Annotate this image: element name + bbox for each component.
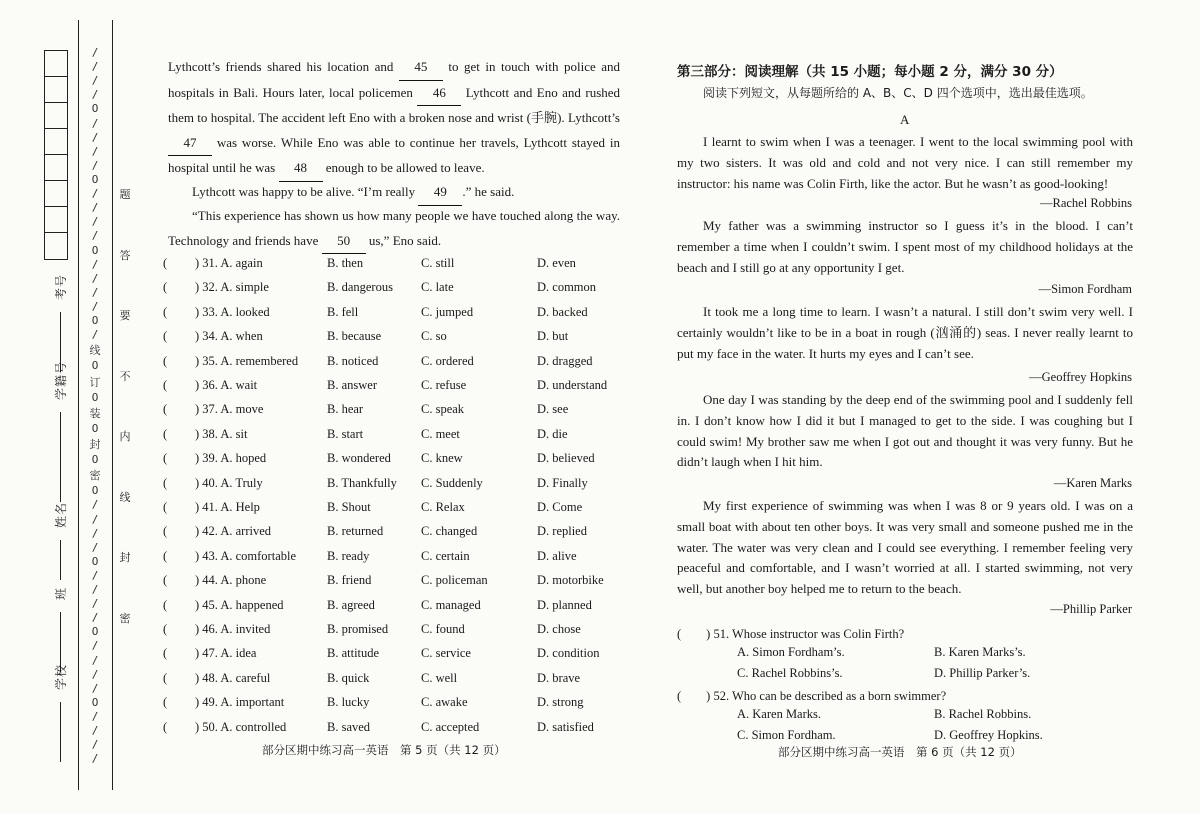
question-52 bbox=[677, 686, 946, 704]
option-a: ) 49. A. important bbox=[195, 695, 285, 710]
option-a: ) 33. A. looked bbox=[195, 304, 270, 319]
entry-text: My first experience of swimming was when I was 8 or 9 years old. I was on a small boat with about ten other boys. It was very small and someone pushed me in the water. The water was very clean and I could see everything. I remember feeling very peaceful and comfortable, and I wasn’t worried at all. I started swimming, not very well, but another boy helped me to return to the beach. bbox=[677, 498, 1133, 597]
label-name: 姓名 bbox=[54, 501, 68, 528]
cloze-question-row bbox=[163, 256, 623, 278]
answer-paren[interactable]: ( bbox=[163, 524, 168, 539]
option-c: C. accepted bbox=[421, 719, 480, 734]
option-d: D. backed bbox=[537, 304, 588, 319]
option-b: B. quick bbox=[327, 670, 370, 685]
option-a: ) 41. A. Help bbox=[195, 500, 260, 514]
entry-text: It took me a long time to learn. I wasn’t a natural. I still don’t swim very well. I certainly wouldn’t like to be in a boat in rough (汹涌的) seas. I never really learnt to put my face in the water. It hurts my eyes and I can’t see. bbox=[677, 304, 1133, 361]
cloze-question-row bbox=[163, 500, 623, 522]
entry-text: One day I was standing by the deep end of the swimming pool and I suddenly fell in. I don’t know how I did it but I managed to get to the side. I was coughing but I could swim! My brother saw me when I got out and thought it was very funny. But he didn’t laugh when I hit him. bbox=[677, 392, 1133, 470]
question-stem: ) 52. Who can be described as a born swimmer? bbox=[706, 689, 947, 703]
option-d: D. die bbox=[537, 426, 568, 441]
option-b: B. dangerous bbox=[327, 280, 393, 295]
option-b: B. then bbox=[327, 256, 364, 270]
option-b: B. hear bbox=[327, 402, 364, 417]
option-a: ) 37. A. move bbox=[195, 402, 264, 417]
option-b: B. because bbox=[327, 329, 382, 344]
text: enough to be allowed to leave. bbox=[325, 160, 485, 176]
option-b: B. Shout bbox=[327, 500, 371, 514]
label-class: 班 bbox=[54, 586, 68, 600]
option-c: C. Simon Fordham. bbox=[737, 728, 836, 742]
entry-author: —Simon Fordham bbox=[1038, 282, 1132, 296]
answer-paren[interactable]: ( bbox=[163, 353, 168, 368]
option-c: C. meet bbox=[421, 426, 460, 441]
cloze-question-row bbox=[163, 720, 623, 742]
answer-paren[interactable]: ( bbox=[163, 548, 168, 563]
option-a: ) 45. A. happened bbox=[195, 597, 284, 612]
option-a: ) 39. A. hoped bbox=[195, 451, 267, 466]
cloze-question-row bbox=[163, 695, 623, 717]
instruction: 阅读下列短文，从每题所给的 A、B、C、D 四个选项中，选出最佳选项。 bbox=[703, 86, 1093, 100]
option-b: B. agreed bbox=[327, 597, 375, 612]
option-c: C. speak bbox=[421, 402, 465, 417]
seal-word: 不 bbox=[119, 370, 131, 383]
cloze-question-row bbox=[163, 329, 623, 351]
cloze-question-row bbox=[163, 451, 623, 473]
option-c: C. jumped bbox=[421, 304, 474, 319]
blank-45: 45 bbox=[399, 55, 443, 81]
text: to get in touch with police and hospitals in Bali. Hours later, local policemen bbox=[168, 59, 621, 100]
entry-text: My father was a swimming instructor so I guess it’s in the blood. I can’t remember a time when I couldn’t swim. I spent most of my childhood holidays at the beach and I still go at any opportunity I get. bbox=[677, 218, 1133, 275]
option-c: C. well bbox=[421, 670, 458, 685]
section-title: 第三部分：阅读理解（共 15 小题；每小题 2 分，满分 30 分） bbox=[677, 64, 1063, 80]
cloze-paragraph-3 bbox=[168, 204, 620, 254]
option-b: B. promised bbox=[327, 622, 389, 636]
option-b: B. fell bbox=[327, 304, 359, 319]
cloze-paragraph-1 bbox=[168, 55, 620, 182]
seal-word: 要 bbox=[119, 310, 131, 323]
option-c: C. late bbox=[421, 280, 454, 295]
option-d: D. Finally bbox=[537, 475, 588, 490]
seal-slash-column: / / / / O / / / / O / / / / O / / / / O / 线 O 订 O 装 O 封 O 密 O / / / / O / / / / O / / / / O / / / / bbox=[89, 46, 101, 766]
answer-paren[interactable]: ( bbox=[677, 689, 707, 703]
option-c: C. awake bbox=[421, 695, 468, 710]
option-b: B. noticed bbox=[327, 353, 379, 368]
answer-paren[interactable]: ( bbox=[163, 475, 168, 490]
option-c: C. knew bbox=[421, 451, 463, 466]
option-d: D. understand bbox=[537, 378, 608, 392]
option-a: ) 40. A. Truly bbox=[195, 475, 263, 490]
seal-word: 答 bbox=[119, 249, 131, 262]
cloze-question-row bbox=[163, 354, 623, 376]
option-d: D. alive bbox=[537, 548, 577, 563]
option-c: C. managed bbox=[421, 597, 481, 612]
option-a: ) 35. A. remembered bbox=[195, 353, 299, 368]
binding-line bbox=[112, 20, 113, 790]
answer-paren[interactable]: ( bbox=[163, 622, 168, 636]
cloze-question-row bbox=[163, 622, 623, 644]
answer-paren[interactable]: ( bbox=[163, 280, 168, 295]
option-b: B. Thankfully bbox=[327, 475, 397, 490]
label-student-id: 学籍号 bbox=[54, 360, 68, 400]
text: us,” Eno said. bbox=[368, 232, 442, 248]
footer-page-6: 部分区期中练习高一英语 第 6 页（共 12 页） bbox=[778, 745, 1022, 759]
cloze-question-row bbox=[163, 549, 623, 571]
option-d: D. satisfied bbox=[537, 719, 594, 734]
answer-paren[interactable]: ( bbox=[163, 256, 168, 270]
cut-mark: 订 bbox=[89, 375, 101, 389]
binding-line bbox=[78, 20, 79, 790]
option-c: C. Rachel Robbins’s. bbox=[737, 666, 843, 680]
cloze-question-row bbox=[163, 646, 623, 668]
option-b: B. wondered bbox=[327, 451, 391, 466]
blank-46: 46 bbox=[417, 81, 461, 107]
entry-text: I learnt to swim when I was a teenager. I went to the local swimming pool with my two sisters. It was old and cold and not very nice. I can still remember my instructor: his name was Colin Firth, like the actor. But he wasn’t as good-looking! bbox=[677, 134, 1133, 191]
answer-paren[interactable]: ( bbox=[163, 426, 168, 441]
option-d: D. condition bbox=[537, 646, 600, 661]
answer-paren[interactable]: ( bbox=[677, 627, 707, 641]
fill-line bbox=[60, 540, 61, 580]
cloze-question-row bbox=[163, 305, 623, 327]
seal-word: 封 bbox=[119, 552, 131, 565]
cut-mark: 线 bbox=[89, 344, 101, 358]
blank-49: 49 bbox=[418, 180, 462, 206]
option-b: B. Rachel Robbins. bbox=[934, 707, 1032, 721]
option-c: C. Suddenly bbox=[421, 475, 483, 490]
option-a: A. Simon Fordham’s. bbox=[737, 645, 845, 659]
option-a: ) 32. A. simple bbox=[195, 280, 269, 295]
option-a: ) 47. A. idea bbox=[195, 646, 257, 661]
cloze-question-row bbox=[163, 402, 623, 424]
cloze-question-row bbox=[163, 573, 623, 595]
text: Lythcott and Eno and rushed them to hospital. The accident left Eno with a broken nose and wrist (手腕). Lythcott’s bbox=[168, 84, 621, 126]
option-c: C. still bbox=[421, 256, 455, 270]
option-b: B. ready bbox=[327, 548, 370, 563]
option-d: D. motorbike bbox=[537, 573, 604, 588]
option-a: ) 34. A. when bbox=[195, 329, 263, 344]
option-b: B. answer bbox=[327, 378, 377, 392]
answer-paren[interactable]: ( bbox=[163, 670, 168, 685]
option-c: C. service bbox=[421, 646, 471, 661]
option-d: D. believed bbox=[537, 451, 595, 466]
option-d: D. strong bbox=[537, 695, 584, 710]
seal-word: 密 bbox=[119, 612, 131, 625]
option-a: ) 36. A. wait bbox=[195, 378, 258, 392]
answer-paren[interactable]: ( bbox=[163, 597, 168, 612]
answer-paren[interactable]: ( bbox=[163, 646, 168, 661]
blank-47: 47 bbox=[168, 131, 212, 157]
seal-word: 题 bbox=[119, 189, 131, 201]
cloze-paragraph-2 bbox=[168, 180, 620, 206]
option-c: C. policeman bbox=[421, 573, 488, 588]
option-b: B. Karen Marks’s. bbox=[934, 645, 1026, 659]
footer-page-5: 部分区期中练习高一英语 第 5 页（共 12 页） bbox=[262, 743, 506, 757]
option-d: D. common bbox=[537, 280, 597, 295]
option-d: D. see bbox=[537, 402, 569, 417]
option-a: ) 43. A. comfortable bbox=[195, 548, 297, 563]
seal-word: 内 bbox=[119, 431, 131, 444]
text: Lythcott’s friends shared his location and bbox=[168, 59, 394, 74]
seal-warning-column bbox=[118, 186, 132, 626]
cloze-question-row bbox=[163, 378, 623, 400]
option-d: D. but bbox=[537, 329, 569, 344]
entry-author: —Geoffrey Hopkins bbox=[1029, 370, 1132, 384]
option-c: C. changed bbox=[421, 524, 478, 539]
blank-48: 48 bbox=[279, 156, 323, 182]
option-d: D. chose bbox=[537, 622, 581, 636]
text: was worse. While Eno was able to continue her travels, Lythcott stayed in hospital until he was bbox=[168, 134, 620, 176]
option-d: D. planned bbox=[537, 597, 592, 612]
option-b: B. start bbox=[327, 426, 364, 441]
option-d: D. Geoffrey Hopkins. bbox=[934, 728, 1043, 742]
cloze-question-row bbox=[163, 671, 623, 693]
fill-line bbox=[60, 702, 61, 762]
answer-paren[interactable]: ( bbox=[163, 719, 168, 734]
answer-paren[interactable]: ( bbox=[163, 451, 168, 466]
cut-mark: 密 bbox=[89, 469, 101, 483]
option-d: D. brave bbox=[537, 670, 581, 685]
option-a: ) 46. A. invited bbox=[195, 622, 271, 636]
answer-paren[interactable]: ( bbox=[163, 304, 168, 319]
option-d: D. Come bbox=[537, 500, 583, 514]
option-c: C. Relax bbox=[421, 500, 465, 514]
answer-paren[interactable]: ( bbox=[163, 402, 168, 417]
passage-label: A bbox=[900, 112, 910, 127]
option-c: C. found bbox=[421, 622, 465, 636]
label-exam-number: 考号 bbox=[54, 273, 68, 300]
option-a: ) 38. A. sit bbox=[195, 426, 248, 441]
option-c: C. so bbox=[421, 329, 447, 344]
question-stem: ) 51. Whose instructor was Colin Firth? bbox=[706, 627, 905, 641]
answer-paren[interactable]: ( bbox=[163, 329, 168, 344]
entry-author: —Phillip Parker bbox=[1050, 602, 1132, 616]
option-a: A. Karen Marks. bbox=[737, 707, 822, 721]
cut-mark: 封 bbox=[89, 437, 101, 451]
cloze-question-row bbox=[163, 476, 623, 498]
entry-author: —Rachel Robbins bbox=[1039, 196, 1132, 210]
option-d: D. Phillip Parker’s. bbox=[934, 666, 1031, 680]
answer-paren[interactable]: ( bbox=[163, 378, 168, 392]
option-a: ) 50. A. controlled bbox=[195, 719, 287, 734]
option-d: D. replied bbox=[537, 524, 587, 539]
cloze-question-row bbox=[163, 280, 623, 302]
option-c: C. ordered bbox=[421, 353, 474, 368]
option-b: B. lucky bbox=[327, 695, 370, 710]
seal-word: 线 bbox=[119, 491, 131, 504]
label-school: 学校 bbox=[54, 663, 68, 690]
option-c: C. certain bbox=[421, 548, 470, 563]
option-d: D. even bbox=[537, 256, 576, 270]
entry-author: —Karen Marks bbox=[1053, 476, 1132, 490]
text: Lythcott was happy to be alive. “I’m really bbox=[192, 184, 416, 199]
fill-line bbox=[60, 412, 61, 502]
answer-paren[interactable]: ( bbox=[163, 695, 168, 710]
answer-paren[interactable]: ( bbox=[163, 573, 168, 588]
question-51 bbox=[677, 624, 904, 642]
option-b: B. attitude bbox=[327, 646, 380, 661]
cloze-question-row bbox=[163, 598, 623, 620]
blank-50: 50 bbox=[322, 229, 366, 255]
option-a: ) 31. A. again bbox=[195, 256, 263, 270]
option-b: B. friend bbox=[327, 573, 372, 588]
exam-number-boxes bbox=[44, 50, 68, 260]
option-b: B. saved bbox=[327, 719, 371, 734]
option-d: D. dragged bbox=[537, 353, 593, 368]
answer-paren[interactable]: ( bbox=[163, 500, 168, 514]
option-b: B. returned bbox=[327, 524, 384, 539]
cloze-question-row bbox=[163, 524, 623, 546]
option-c: C. refuse bbox=[421, 378, 467, 392]
cut-mark: 装 bbox=[89, 406, 101, 420]
text: .” he said. bbox=[462, 184, 515, 199]
option-a: ) 42. A. arrived bbox=[195, 524, 272, 539]
option-a: ) 48. A. careful bbox=[195, 670, 271, 685]
cloze-question-row bbox=[163, 427, 623, 449]
option-a: ) 44. A. phone bbox=[195, 573, 267, 588]
text: “This experience has shown us how many people we have touched along the way. Technology and friends have bbox=[168, 208, 620, 248]
